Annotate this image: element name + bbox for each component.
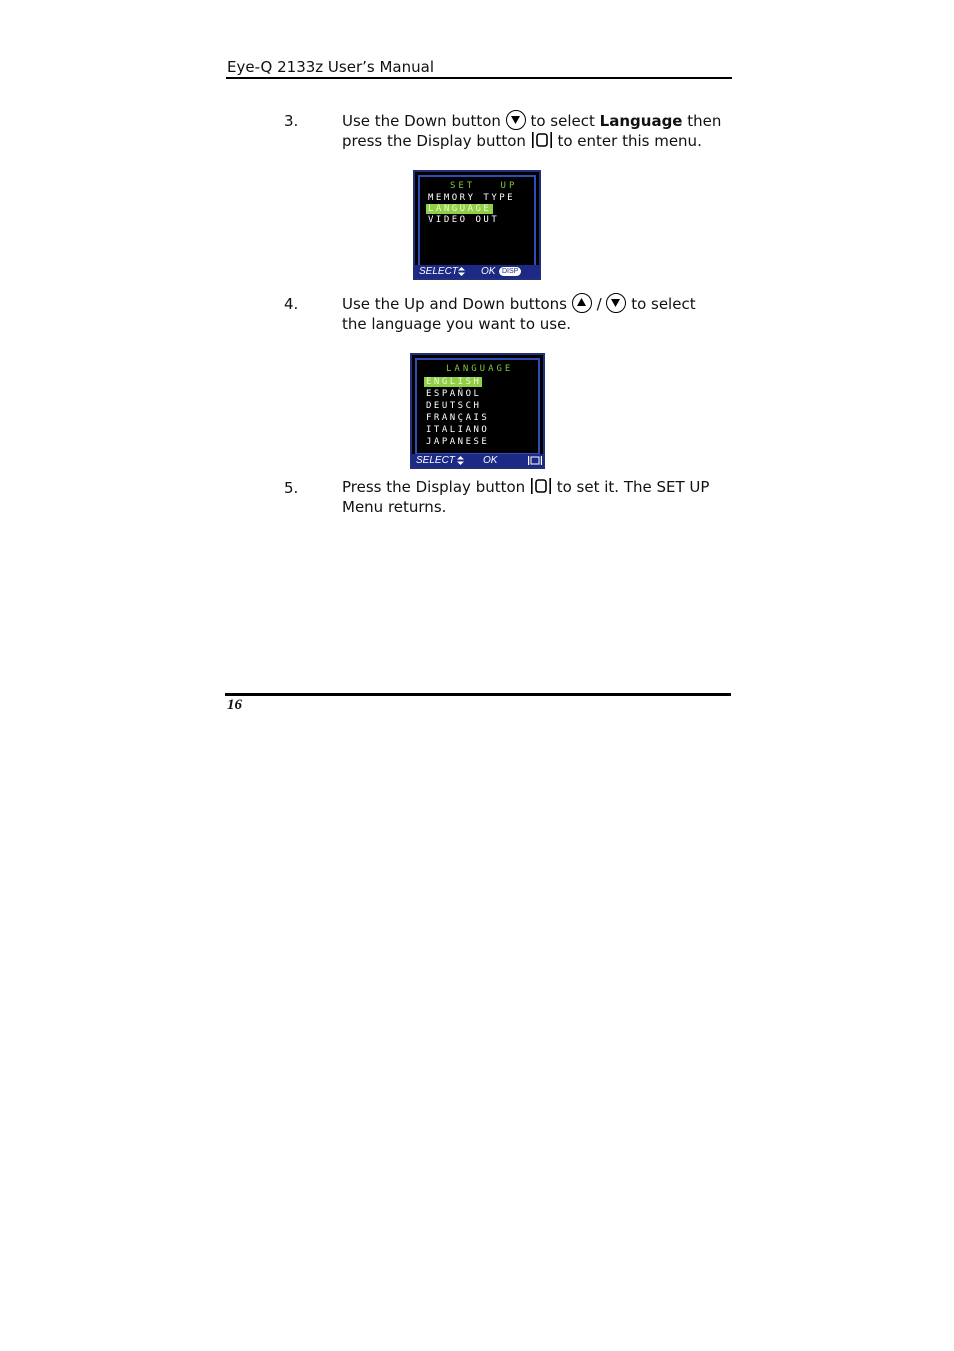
step-text-part: then xyxy=(687,112,722,130)
menu-item-selected: LANGUAGE xyxy=(428,204,492,214)
screen-status-bar xyxy=(412,454,543,467)
footer-rule xyxy=(225,693,731,696)
down-button-icon xyxy=(506,110,526,130)
step-text xyxy=(342,110,742,151)
ok-label: OK xyxy=(481,266,496,277)
step-text-part: to enter this menu. xyxy=(557,132,702,150)
menu-title: LANGUAGE xyxy=(446,364,514,374)
menu-item-selected: ENGLISH xyxy=(426,377,482,387)
menu-item: DEUTSCH xyxy=(426,401,482,411)
step-number: 3. xyxy=(284,112,299,130)
display-button-icon xyxy=(531,132,553,148)
step-text-part: / xyxy=(596,295,602,313)
menu-title xyxy=(450,181,517,191)
select-label: SELECT xyxy=(419,266,458,277)
disp-badge: DISP xyxy=(499,267,521,276)
menu-item: ITALIANO xyxy=(426,425,490,435)
screen-status-bar xyxy=(415,265,539,278)
display-button-icon xyxy=(528,456,542,469)
header-title: Eye-Q 2133z User’s Manual xyxy=(227,58,434,76)
step-text-part: press the Display button xyxy=(342,132,526,150)
up-button-icon xyxy=(572,293,592,313)
select-label: SELECT xyxy=(416,455,455,466)
step-text-part: to select xyxy=(530,112,595,130)
step-text-line: the language you want to use. xyxy=(342,315,572,333)
step-text-part: to set it. The SET UP xyxy=(556,478,710,496)
step-text xyxy=(342,477,742,517)
step-text xyxy=(342,293,742,334)
step-number: 5. xyxy=(284,479,299,497)
menu-title-part: SET xyxy=(450,181,476,191)
step-bold-term: Language xyxy=(599,112,683,130)
step-text-part: Use the Up and Down buttons xyxy=(342,295,567,313)
header-rule xyxy=(226,77,732,79)
step-text-part: Use the Down button xyxy=(342,112,501,130)
language-menu-screenshot xyxy=(410,353,545,469)
step-text-line: Menu returns. xyxy=(342,498,447,516)
menu-item: FRANÇAIS xyxy=(426,413,490,423)
menu-title-part: UP xyxy=(500,181,518,191)
menu-item: MEMORY TYPE xyxy=(428,193,516,203)
updown-arrows-icon xyxy=(457,456,464,469)
step-text-part: to select xyxy=(631,295,696,313)
menu-item: ESPAÑOL xyxy=(426,389,482,399)
menu-item: VIDEO OUT xyxy=(428,215,500,225)
updown-arrows-icon xyxy=(458,267,465,280)
ok-label: OK xyxy=(483,455,498,466)
menu-item: JAPANESE xyxy=(426,437,490,447)
display-button-icon xyxy=(530,478,552,494)
step-number: 4. xyxy=(284,295,299,313)
down-button-icon xyxy=(606,293,626,313)
page-number: 16 xyxy=(227,697,242,713)
step-text-part: Press the Display button xyxy=(342,478,526,496)
setup-menu-screenshot xyxy=(413,170,541,280)
